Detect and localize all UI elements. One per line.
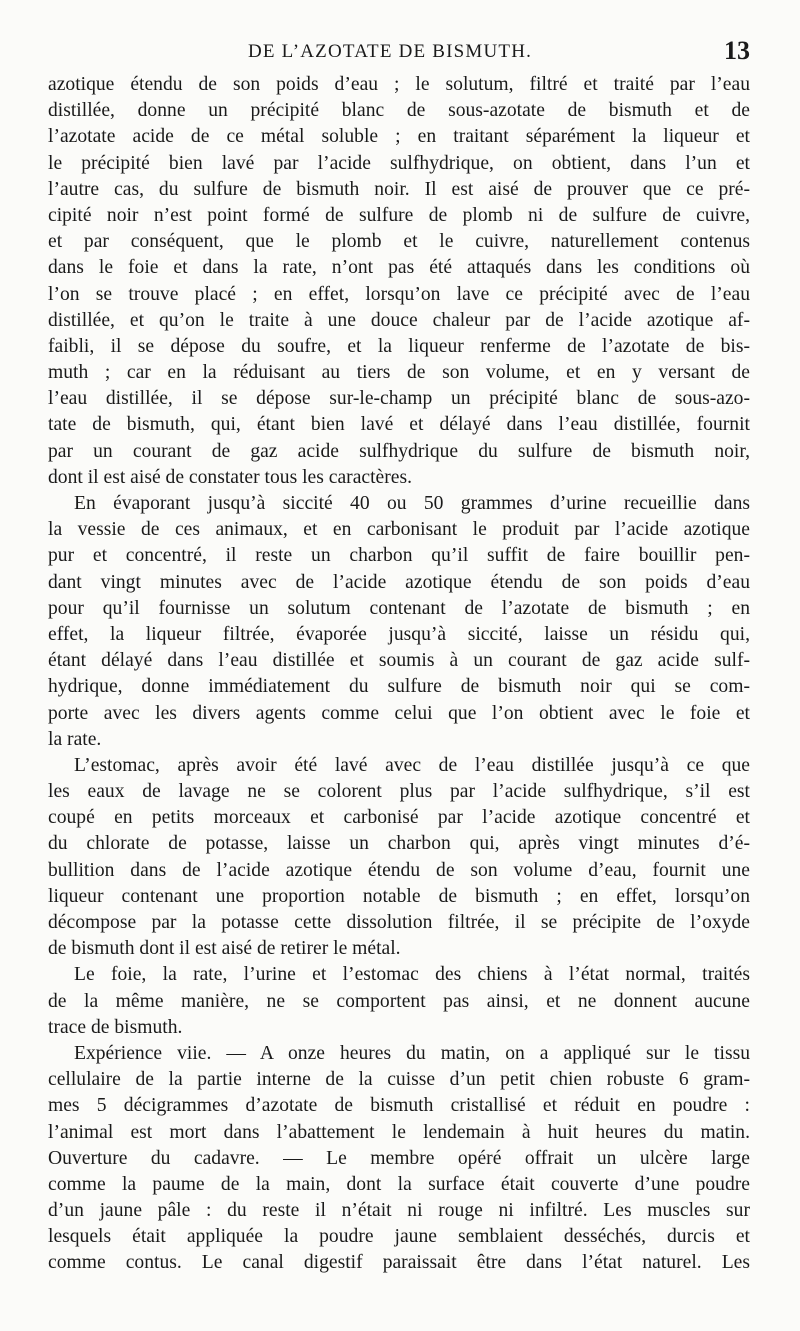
text-line: pur et concentré, il reste un charbon qu’il suffit de faire bouillir pen- [48, 545, 750, 567]
text-line: trace de bismuth. [48, 1016, 183, 1038]
text-line: porte avec les divers agents comme celui que l’on obtient avec le foie et [48, 702, 750, 724]
text-line: tate de bismuth, qui, étant bien lavé et délayé dans l’eau distillée, fournit [48, 414, 750, 436]
text-line: En évaporant jusqu’à siccité 40 ou 50 grammes d’urine recueillie dans [74, 493, 750, 514]
text-line: l’eau distillée, il se dépose sur-le-champ un précipité blanc de sous-azo- [48, 388, 750, 410]
text-line: décompose par la potasse cette dissolution filtrée, il se précipite de l’oxyde [48, 912, 750, 933]
text-line: l’autre cas, du sulfure de bismuth noir. Il est aisé de prouver que ce pré- [48, 178, 750, 200]
text-line: bullition dans de l’acide azotique étendu de son volume d’eau, fournit une [48, 859, 750, 881]
text-line: cellulaire de la partie interne de la cuisse d’un petit chien robuste 6 gram- [48, 1069, 750, 1091]
text-line: effet, la liqueur filtrée, évaporée jusqu’à siccité, laisse un résidu qui, [48, 623, 750, 645]
text-line: Le foie, la rate, l’urine et l’estomac des chiens à l’état normal, traités [74, 964, 750, 986]
page-number: 13 [724, 36, 750, 65]
text-line: liqueur contenant une proportion notable de bismuth ; en effet, lorsqu’on [48, 885, 750, 907]
text-line: mes 5 décigrammes d’azotate de bismuth cristallisé et réduit en poudre : [48, 1095, 750, 1117]
running-head [0, 36, 800, 71]
text-line: lesquels était appliquée la poudre jaune semblaient desséchés, durcis et [48, 1226, 750, 1248]
text-line: dant vingt minutes avec de l’acide azotique étendu de son poids d’eau [48, 571, 750, 593]
text-line: d’un jaune pâle : du reste il n’était ni rouge ni infiltré. Les muscles sur [48, 1200, 750, 1222]
text-line: Expérience viie. — A onze heures du matin, on a appliqué sur le tissu [74, 1042, 750, 1064]
text-line: Ouverture du cadavre. — Le membre opéré offrait un ulcère large [48, 1147, 750, 1169]
text-line: étant délayé dans l’eau distillée et soumis à un courant de gaz acide sulf- [48, 650, 750, 672]
text-line: faibli, il se dépose du soufre, et la liqueur renferme de l’azotate de bis- [48, 335, 750, 357]
text-line: le précipité bien lavé par l’acide sulfhydrique, on obtient, dans l’un et [48, 152, 750, 174]
text-line: comme contus. Le canal digestif paraissait être dans l’état naturel. Les [48, 1252, 750, 1274]
body-text [48, 72, 750, 1277]
text-line: pour qu’il fournisse un solutum contenant de l’azotate de bismuth ; en [48, 597, 750, 619]
text-line: les eaux de lavage ne se colorent plus par l’acide sulfhydrique, s’il est [48, 781, 750, 803]
text-line: l’on se trouve placé ; en effet, lorsqu’on lave ce précipité avec de l’eau [48, 283, 750, 305]
text-line: par un courant de gaz acide sulfhydrique du sulfure de bismuth noir, [48, 440, 750, 462]
text-line: l’azotate acide de ce métal soluble ; en traitant séparément la liqueur et [48, 126, 750, 148]
text-line: coupé en petits morceaux et carbonisé par l’acide azotique concentré et [48, 807, 750, 829]
text-line: hydrique, donne immédiatement du sulfure de bismuth noir qui se com- [48, 676, 750, 698]
text-line: la rate. [48, 728, 102, 750]
text-line: dans le foie et dans la rate, n’ont pas été attaqués dans les conditions où [48, 257, 750, 279]
text-line: distillée, donne un précipité blanc de sous-azotate de bismuth et de [48, 100, 750, 122]
text-line: l’animal est mort dans l’abattement le lendemain à huit heures du matin. [48, 1121, 750, 1143]
text-line: du chlorate de potasse, laisse un charbon qui, après vingt minutes d’é- [48, 833, 750, 855]
running-title: DE L’AZOTATE DE BISMUTH. [248, 41, 533, 62]
text-line: de la même manière, ne se comportent pas ainsi, et ne donnent aucune [48, 990, 750, 1012]
text-line: comme la paume de la main, dont la surface était couverte d’une poudre [48, 1173, 750, 1195]
text-line: et par conséquent, que le plomb et le cuivre, naturellement contenus [48, 231, 750, 253]
text-line: dont il est aisé de constater tous les caractères. [48, 466, 412, 488]
text-line: azotique étendu de son poids d’eau ; le solutum, filtré et traité par l’eau [48, 74, 750, 95]
text-line: de bismuth dont il est aisé de retirer le métal. [48, 938, 401, 960]
text-line: distillée, et qu’on le traite à une douce chaleur par de l’acide azotique af- [48, 309, 750, 331]
text-line: la vessie de ces animaux, et en carbonisant le produit par l’acide azotique [48, 519, 750, 541]
text-line: L’estomac, après avoir été lavé avec de l’eau distillée jusqu’à ce que [74, 754, 750, 776]
text-line: muth ; car en la réduisant au tiers de son volume, et en y versant de [48, 362, 750, 384]
text-line: cipité noir n’est point formé de sulfure de plomb ni de sulfure de cuivre, [48, 204, 750, 226]
